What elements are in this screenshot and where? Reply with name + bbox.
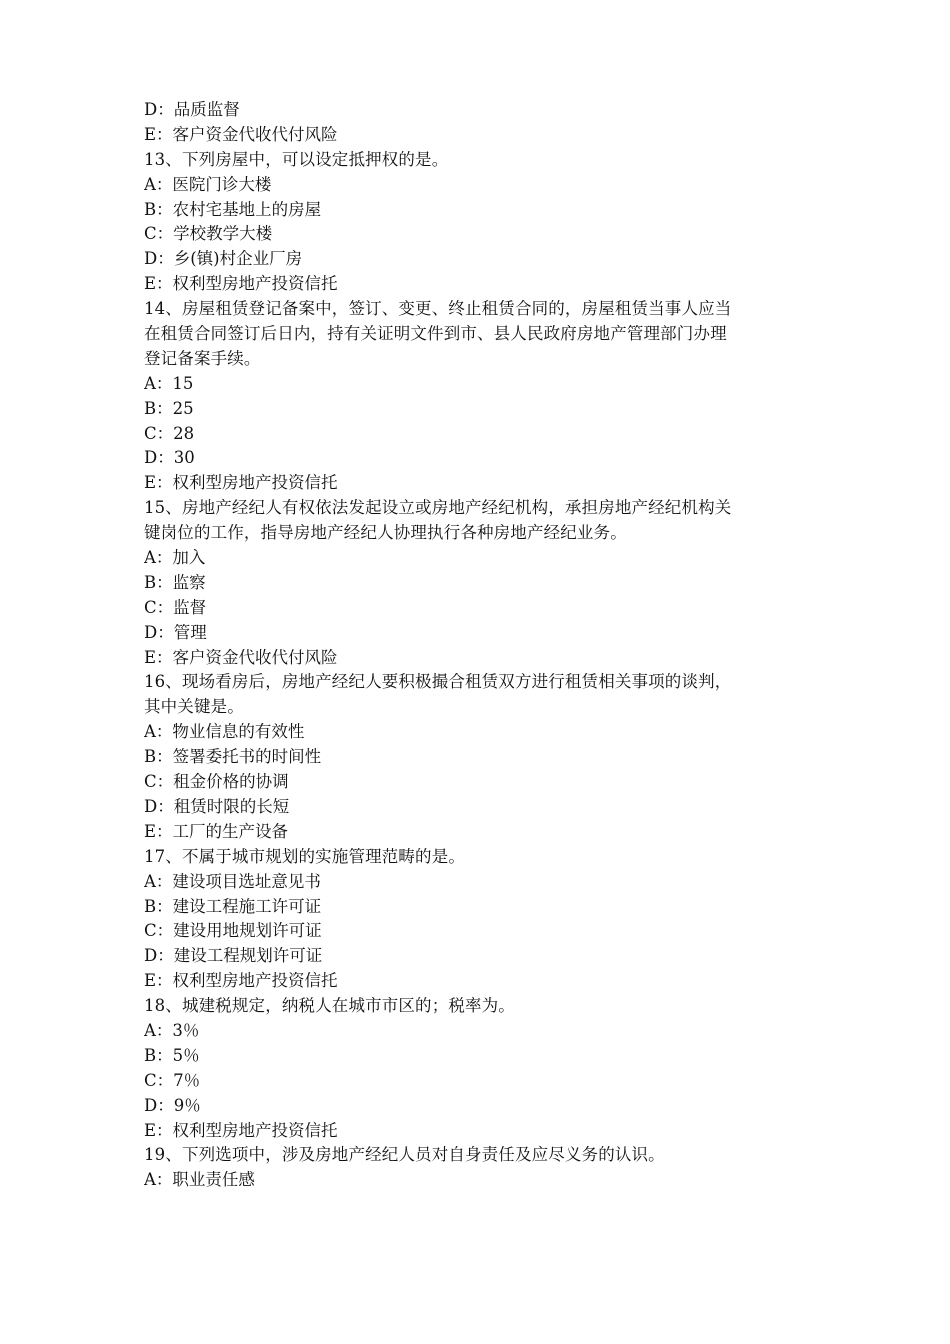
option-line: E：权利型房地产投资信托: [144, 274, 338, 294]
answer-option: [144, 919, 824, 944]
question-line: 18、城建税规定，纳税人在城市市区的；税率为。: [144, 996, 515, 1016]
answer-option: [144, 1094, 824, 1119]
answer-option: [144, 870, 824, 895]
answer-option: [144, 1168, 824, 1193]
option-line: B：建设工程施工许可证: [144, 896, 322, 916]
option-line: E：客户资金代收代付风险: [144, 647, 338, 667]
answer-option: [144, 795, 824, 820]
option-line: E：权利型房地产投资信托: [144, 473, 338, 493]
option-line: D：9％: [144, 1095, 201, 1115]
question-text: [144, 994, 824, 1019]
question-text: [144, 148, 824, 173]
answer-option: [144, 1019, 824, 1044]
option-line: D：乡(镇)村企业厂房: [144, 249, 303, 269]
answer-option: [144, 895, 824, 920]
answer-option: [144, 173, 824, 198]
answer-option: [144, 820, 824, 845]
answer-option: [144, 621, 824, 646]
option-line: C：建设用地规划许可证: [144, 921, 322, 941]
question-text: [144, 1143, 824, 1168]
question-line: 14、房屋租赁登记备案中，签订、变更、终止租赁合同的，房屋租赁当事人应当: [144, 299, 732, 319]
question-line: 17、不属于城市规划的实施管理范畴的是。: [144, 846, 465, 866]
option-line: A：建设项目选址意见书: [144, 871, 321, 891]
question-line: 其中关键是。: [144, 697, 244, 717]
option-line: A：医院门诊大楼: [144, 174, 272, 194]
question-line: 19、下列选项中，涉及房地产经纪人员对自身责任及应尽义务的认识。: [144, 1145, 665, 1165]
answer-option: [144, 397, 824, 422]
question-line: 登记备案手续。: [144, 348, 261, 368]
option-line: E：权利型房地产投资信托: [144, 1120, 338, 1140]
question-text: [144, 496, 824, 546]
option-line: B：25: [144, 398, 194, 418]
answer-option: [144, 198, 824, 223]
option-line: D：租赁时限的长短: [144, 796, 290, 816]
option-line: B：监察: [144, 572, 206, 592]
question-line: 13、下列房屋中，可以设定抵押权的是。: [144, 149, 449, 169]
answer-option: [144, 1119, 824, 1144]
answer-option: [144, 1069, 824, 1094]
document-page: [144, 98, 824, 1193]
question-text: [144, 845, 824, 870]
question-line: 16、现场看房后，房地产经纪人要积极撮合租赁双方进行租赁相关事项的谈判，: [144, 672, 732, 692]
question-line: 15、房地产经纪人有权依法发起设立或房地产经纪机构，承担房地产经纪机构关: [144, 498, 732, 518]
option-line: E：客户资金代收代付风险: [144, 124, 338, 144]
option-line: A：职业责任感: [144, 1170, 255, 1190]
option-line: C：租金价格的协调: [144, 772, 289, 792]
answer-option: [144, 1044, 824, 1069]
answer-option: [144, 422, 824, 447]
answer-option: [144, 222, 824, 247]
answer-option: [144, 745, 824, 770]
option-line: B：农村宅基地上的房屋: [144, 199, 322, 219]
option-line: E：工厂的生产设备: [144, 821, 289, 841]
option-line: B：签署委托书的时间性: [144, 747, 322, 767]
option-line: E：权利型房地产投资信托: [144, 971, 338, 991]
answer-option: [144, 646, 824, 671]
option-line: D：建设工程规划许可证: [144, 946, 323, 966]
option-line: D：30: [144, 448, 195, 468]
answer-option: [144, 720, 824, 745]
answer-option: [144, 123, 824, 148]
answer-option: [144, 446, 824, 471]
question-line: 键岗位的工作，指导房地产经纪人协理执行各种房地产经纪业务。: [144, 523, 627, 543]
question-text: [144, 297, 824, 372]
option-line: A：加入: [144, 548, 206, 568]
option-line: C：监督: [144, 597, 207, 617]
answer-option: [144, 471, 824, 496]
answer-option: [144, 969, 824, 994]
option-line: D：品质监督: [144, 100, 240, 119]
answer-option: [144, 372, 824, 397]
answer-option: [144, 272, 824, 297]
option-line: A：物业信息的有效性: [144, 722, 305, 742]
answer-option: [144, 770, 824, 795]
option-line: D：管理: [144, 622, 207, 642]
option-line: A：3％: [144, 1020, 200, 1040]
answer-option: [144, 596, 824, 621]
option-line: C：7％: [144, 1070, 201, 1090]
option-line: B：5％: [144, 1045, 200, 1065]
answer-option: [144, 98, 824, 123]
question-text: [144, 670, 824, 720]
option-line: C：28: [144, 423, 195, 443]
question-line: 在租赁合同签订后日内，持有关证明文件到市、县人民政府房地产管理部门办理: [144, 324, 727, 344]
answer-option: [144, 571, 824, 596]
answer-option: [144, 944, 824, 969]
answer-option: [144, 247, 824, 272]
option-line: C：学校教学大楼: [144, 224, 273, 244]
answer-option: [144, 546, 824, 571]
option-line: A：15: [144, 373, 194, 393]
